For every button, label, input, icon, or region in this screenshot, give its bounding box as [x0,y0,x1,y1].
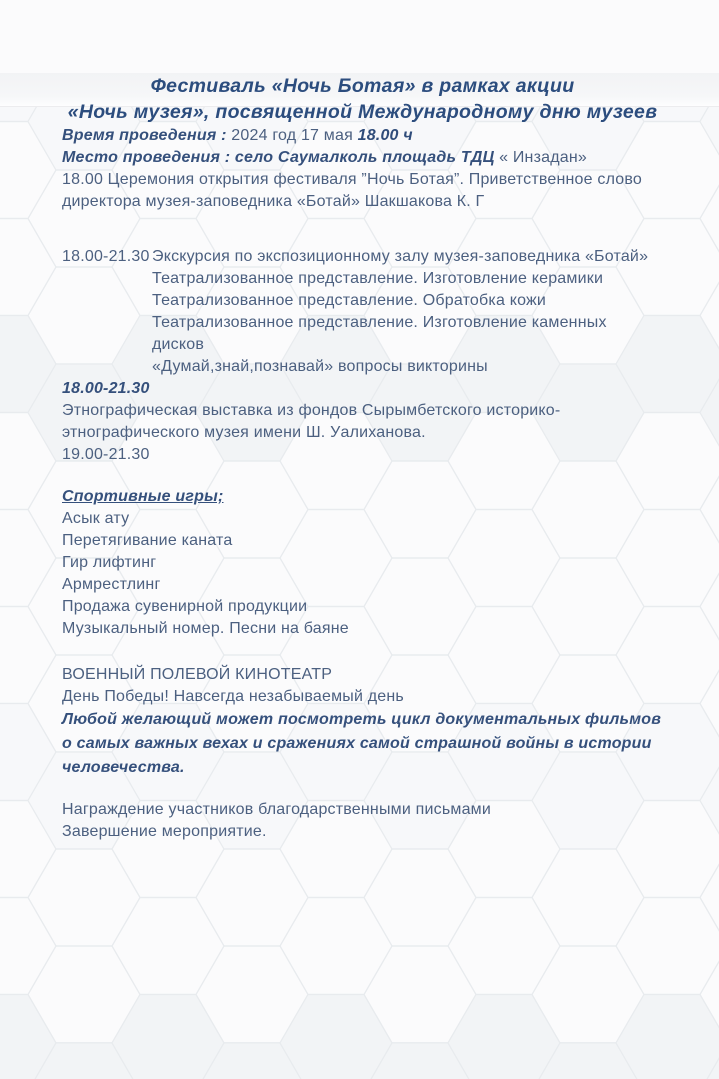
closing-line: Завершение мероприятие. [62,821,663,843]
ethno-exhibition-time: 18.00-21.30 [62,378,663,400]
event-place-line [62,147,663,169]
sports-games-block [62,486,663,596]
sports-item: Перетягивание каната [62,530,663,552]
field-cinema-block [62,664,663,780]
page-title [62,73,663,125]
sports-item: Армрестлинг [62,574,663,596]
excursion-item: Театрализованное представление. Изготовление керамики [152,268,663,290]
sports-games-heading: Спортивные игры; [62,486,663,508]
souvenir-sales-line: Продажа сувенирной продукции [62,596,663,618]
place-value: « Инзадан» [499,149,587,166]
sports-item: Асык ату [62,508,663,530]
closing-line: Награждение участников благодарственными письмами [62,799,663,821]
excursion-block [62,246,663,378]
cinema-description: Любой желающий может посмотреть цикл документальных фильмов о самых важных вехах и сражениях самой страшной войны в истории человечества. [62,708,663,780]
excursion-item: Театрализованное представление. Изготовление каменных дисков [152,312,663,356]
musical-number-line: Музыкальный номер. Песни на баяне [62,618,663,640]
opening-ceremony-paragraph: 18.00 Церемония открытия фестиваля ”Ночь Ботая”. Приветственное слово директора музея-заповедника «Ботай» Шакшакова К. Г [62,169,662,213]
excursion-item: «Думай,знай,познавай» вопросы викторины [152,356,663,378]
excursion-item: Экскурсия по экспозиционному залу музея-заповедника «Ботай» [152,246,663,268]
cinema-title: ВОЕННЫЙ ПОЛЕВОЙ КИНОТЕАТР [62,664,663,686]
excursion-items [152,246,663,378]
place-label: Место проведения : село Саумалколь площадь ТДЦ [62,149,494,166]
title-line-2: «Ночь музея», посвященной Международному дню музеев [62,99,663,125]
event-time-line [62,125,663,147]
sports-item: Гир лифтинг [62,552,663,574]
closing-block [62,799,663,843]
time-hour: 18.00 ч [358,127,413,144]
evening-time: 19.00-21.30 [62,444,663,466]
time-value: 2024 год 17 мая [231,127,353,144]
festival-program-document [0,73,719,843]
excursion-time: 18.00-21.30 [62,246,152,378]
title-line-1: Фестиваль «Ночь Ботая» в рамках акции [62,73,663,99]
cinema-subtitle: День Победы! Навсегда незабываемый день [62,686,663,708]
excursion-item: Театрализованное представление. Обратобка кожи [152,290,663,312]
ethno-exhibition-paragraph: Этнографическая выставка из фондов Сырымбетского историко-этнографического музея имени Ш. Уалиханова. [62,400,607,444]
time-label: Время проведения : [62,127,227,144]
